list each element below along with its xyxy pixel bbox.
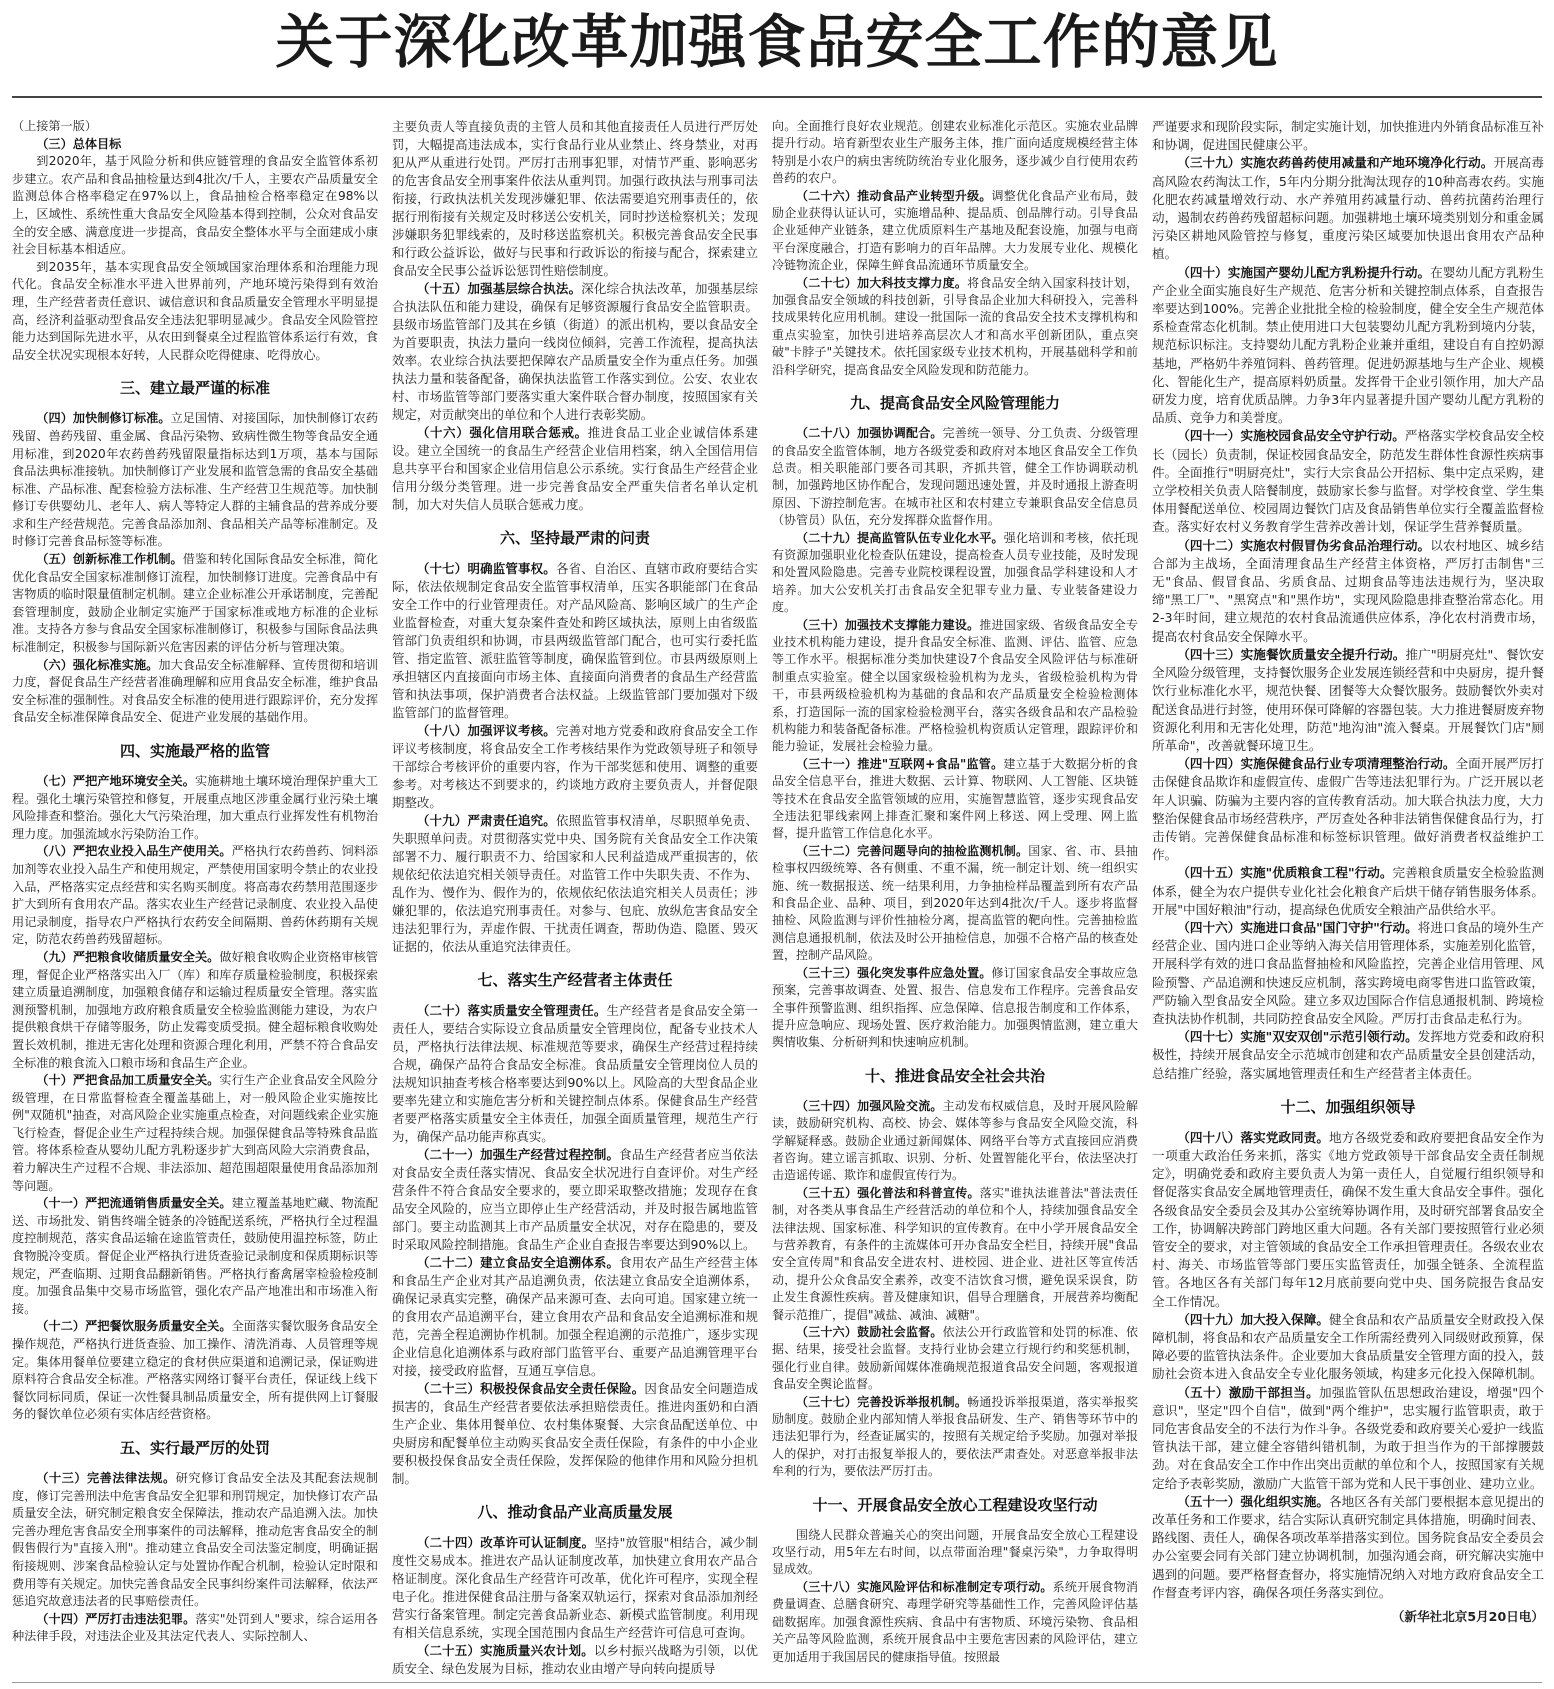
subsection-paragraph — [392, 1146, 758, 1254]
subsection-title: （十六）强化信用联合惩戒。 — [416, 425, 588, 440]
paragraph-text: 各省、自治区、直辖市政府要结合实际，依法依规制定食品安全监管事权清单，压实各职能部门在食品安全工作中的行业管理责任。对产品风险高、影响区域广的生产企业监督检查，对重大复杂案件查处和跨区域执法，原则上由省级监管部门负责组织和协调，市县两级监管部门配合，也可实行委托监管、指定监管、派驻监管等制度，确保监管到位。市县两级原则上承担辖区内直接面向市场主体、直接面向消费者的食品生产经营监管和执法事项，保护消费者合法权益。上级监管部门要加强对下级监管部门的监督管理。 — [392, 561, 758, 720]
subsection-paragraph — [392, 1642, 758, 1678]
paragraph-text: 食品生产经营者应当依法对食品安全责任落实情况、食品安全状况进行自查评价。对生产经营条件不符合食品安全要求的，要立即采取整改措施；发现存在食品安全风险的，应当立即停止生产经营活动，并及时报告属地监管部门。要主动监测其上市产品质量安全状况，对存在隐患的，要及时采取风险控制措施。食品生产企业自查报告率要达到90%以上。 — [392, 1147, 758, 1252]
subsection-title: （七）严把产地环境安全关。 — [36, 774, 195, 788]
subsection-title: （三十三）强化突发事件应急处置。 — [796, 965, 992, 980]
subsection-paragraph — [1152, 1311, 1544, 1384]
subsection-title: （十二）严把餐饮服务质量安全关。 — [36, 1319, 232, 1334]
section-heading: 十二、加强组织领导 — [1280, 1097, 1416, 1116]
subsection-title: （三十二）完善问题导向的抽检监测机制。 — [796, 843, 1029, 858]
continued-paragraph — [392, 118, 758, 280]
subsection-title: （二十七）加大科技支撑力度。 — [796, 275, 968, 290]
subsection-title: （三十四）加强风险交流。 — [796, 1098, 943, 1113]
subsection-paragraph — [1152, 755, 1544, 864]
subsection-title: （四）加快制修订标准。 — [36, 411, 171, 426]
subsection-title: （五十）激励干部担当。 — [1177, 1384, 1320, 1400]
paragraph-text: 发挥地方党委和政府积极性，持续开展食品安全示范城市创建和农产品质量安全县创建活动，总结推广经验，落实属地管理责任和生产经营者主体责任。 — [1152, 1029, 1544, 1081]
subsection-title: （四十三）实施餐饮质量安全提升行动。 — [1177, 646, 1406, 662]
paragraph-text: 主要负责人等直接负责的主管人员和其他直接责任人员进行严厉处罚，大幅提高违法成本，实行食品行业从业禁止、终身禁业，对再犯从严从重进行处罚。严厉打击刑事犯罪，对情节严重、影响恶劣的危害食品安全刑事案件依法从重判罚。加强行政执法与刑事司法衔接，行政执法机关发现涉嫌犯罪、依法需要追究刑事责任的，依据行刑衔接有关规定及时移送公安机关，同时抄送检察机关；发现涉嫌职务犯罪线索的，及时移送监察机关。积极完善食品安全民事和行政公益诉讼，做好与民事和行政诉讼的衔接与配合，探索建立食品安全民事公益诉讼惩罚性赔偿制度。 — [392, 119, 758, 278]
subsection-paragraph — [392, 424, 758, 514]
paragraph-text: 完善统一领导、分工负责、分级管理的食品安全监管体制，地方各级党委和政府对本地区食品安全工作负总责。相关职能部门要各司其职，齐抓共管，健全工作协调联动机制，加强跨地区协作配合，发现问题迅速处置，并及时通报上游查明原因、下游控制危害。在城市社区和农村建立专兼职食品安全信息员（协管员）队伍，充分发挥群众监督作用。 — [772, 426, 1138, 528]
subsection-paragraph — [12, 1072, 378, 1195]
paragraph-text: 将食品安全纳入国家科技计划，加强食品安全领域的科技创新，引导食品企业加大科研投入，完善科技成果转化应用机制。建设一批国际一流的食品安全技术支撑机构和重点实验室，加快引进培养高层次人才和高水平创新团队，重点突破"卡脖子"关键技术。依托国家级专业技术机构，开展基础科学和前沿科学研究，提高食品安全风险发现和防范能力。 — [772, 275, 1138, 377]
paragraph-text: 加大食品安全标准解释、宣传贯彻和培训力度，督促食品生产经营者准确理解和应用食品安全标准，维护食品安全标准的强制性。对食品安全标准的使用进行跟踪评价，充分发挥食品安全标准保障食品安全、促进产业发展的基础作用。 — [12, 657, 378, 725]
paragraph-text: 实施耕地土壤环境治理保护重大工程。强化土壤污染管控和修复，开展重点地区涉重金属行业污染土壤风险排查和整治。强化大气污染治理，加大重点行业挥发性有机物治理力度。加强流域水污染防治工作。 — [12, 774, 378, 841]
subsection-title: （十一）严把流通销售质量安全关。 — [36, 1196, 232, 1211]
subsection-paragraph — [392, 1380, 758, 1488]
paragraph-text: 畅通投诉举报渠道，落实举报奖励制度。鼓励企业内部知情人举报食品研发、生产、销售等环节中的违法犯罪行为，经查证属实的，按照有关规定给予奖励。加强对举报人的保护，对打击报复举报人的，要依法严肃查处。对恶意举报非法牟利的行为，要依法严厉打击。 — [772, 1394, 1138, 1479]
headline-divider — [12, 96, 1542, 98]
section-heading: 七、落实生产经营者主体责任 — [477, 971, 673, 989]
subsection-title: （二十九）提高监管队伍专业化水平。 — [796, 530, 1004, 545]
subsection-paragraph — [12, 843, 378, 949]
paragraph-text: 借鉴和转化国际食品安全标准，简化优化食品安全国家标准制修订流程，加快制修订进度。完善食品中有害物质的临时限量值制定机制。建立企业标准公开承诺制度，完善配套管理制度，鼓励企业制定实施严于国家标准或地方标准的企业标准。支持各方参与食品安全国家标准制修订，积极参与国际食品法典标准制定，积极参与国际新兴危害因素的评估分析与管理决策。 — [12, 552, 378, 655]
paragraph-text: 推进食品工业企业诚信体系建设。建立全国统一的食品生产经营企业信用档案，纳入全国信用信息共享平台和国家企业信用信息公示系统。实行食品生产经营企业信用分级分类管理。进一步完善食品安全严重失信者名单认定机制，加大对失信人员联合惩戒力度。 — [392, 425, 758, 512]
continued-paragraph — [772, 118, 1138, 188]
subsection-paragraph — [12, 949, 378, 1072]
subsection-paragraph — [772, 1185, 1138, 1324]
paragraph-text: 在婴幼儿配方乳粉生产企业全面实施良好生产规范、危害分析和关键控制点体系，自查报告率要达到100%。完善企业批批全检的检验制度，健全安全生产规范体系检查常态化机制。禁止使用进口大包装婴幼儿配方乳粉到境内分装，规范标识标注。支持婴幼儿配方乳粉企业兼并重组，建设自有自控奶源基地，严格奶牛养殖饲料、兽药管理。促进奶源基地与生产企业、规模化、智能化生产，提高原料奶质量。发挥骨干企业引领作用，加大产品研发力度，培育优质品牌。力争3年内显著提升国产婴幼儿配方乳粉的品质、竞争力和美誉度。 — [1152, 264, 1544, 426]
subsection-title: （四十九）加大投入保障。 — [1177, 1311, 1329, 1327]
subsection-title: （三）总体目标 — [36, 136, 122, 151]
subsection-paragraph — [12, 410, 378, 551]
subsection-paragraph — [772, 425, 1138, 529]
paragraph-text: 国家、省、市、县抽检事权四级统筹、各有侧重、不重不漏，统一制定计划、统一组织实施、统一数据报送、统一结果利用，力争抽检样品覆盖到所有农产品和食品企业、品种、项目，到2020年达到4批次/千人。逐步将监督抽检、风险监测与评价性抽检分离，提高监管的靶向性。完善抽检监测信息通报机制，依法及时公开抽检信息，加强不合格产品的核查处置，控制产品风险。 — [772, 843, 1138, 963]
paragraph-text: 研究修订食品安全法及其配套法规制度，修订完善刑法中危害食品安全犯罪和刑罚规定，加快修订农产品质量安全法，研究制定粮食安全保障法，推动农产品追溯入法。加快完善办理危害食品安全刑事案件的司法解释，推动危害食品安全的制假售假行为"直接入刑"。推动建立食品安全司法鉴定制度，明确证据衔接规则、涉案食品检验认定与处置协作配合机制，检验认定时限和费用等有关规定。加快完善食品安全民事纠纷案件司法解释，依法严惩追究故意违法者的民事赔偿责任。 — [12, 1470, 378, 1609]
paragraph-text: 全面落实餐饮服务食品安全操作规范，严格执行进货查验、加工操作、清洗消毒、人员管理等规定。集体用餐单位要建立稳定的食材供应渠道和追溯记录，保证购进原料符合食品安全标准。严格落实网络订餐平台责任，保证线上线下餐饮同标同质，保证一次性餐具制品质量安全，所有提供网上订餐服务的餐饮单位必须有实体店经营资格。 — [12, 1319, 378, 1422]
subsection-paragraph — [12, 1470, 378, 1611]
subsection-paragraph — [392, 722, 758, 812]
subsection-paragraph — [12, 1318, 378, 1424]
paragraph-text: 建立覆盖基地贮藏、物流配送、市场批发、销售终端全链条的冷链配送系统，严格执行全过程温度控制规范，落实食品运输在途监管责任，鼓励使用温控标签，防止食物脱冷变质。督促企业严格执行进货查验记录制度和保质期标识等规定，严查临期、过期食品翻新销售。严格执行畜禽屠宰检验检疫制度。加强食品集中交易市场监管，强化农产品产地准出和市场准入衔接。 — [12, 1196, 378, 1316]
continued-paragraph — [1152, 118, 1544, 154]
body-paragraph: 到2020年，基于风险分析和供应链管理的食品安全监管体系初步建立。农产品和食品抽检量达到4批次/千人，主要农产品质量安全监测总体合格率稳定在97%以上，食品抽检合格率稳定在98%以上，区域性、系统性重大食品安全风险基本得到控制，公众对食品安全的安全感、满意度进一步提高，食品安全整体水平与全面建成小康社会目标基本相适应。 — [12, 154, 378, 257]
section-heading: 三、建立最严谨的标准 — [119, 379, 270, 398]
subsection-paragraph — [772, 1098, 1138, 1185]
paragraph-text: 健全食品和农产品质量安全财政投入保障机制，将食品和农产品质量安全工作所需经费列入同级财政预算，保障必要的监管执法条件。企业要加大食品质量安全管理方面的投入，鼓励社会资本进入食品安全专业化服务领域，构建多元化投入保障机制。 — [1152, 1311, 1544, 1382]
paragraph-text: 依照监管事权清单，尽职照单免责、失职照单问责。对贯彻落实党中央、国务院有关食品安全工作决策部署不力、履行职责不力、给国家和人民利益造成严重损害的，依规依纪依法追究相关领导责任。对监管工作中失职失责、不作为、乱作为、慢作为、假作为的，依规依纪依法追究相关人员责任；涉嫌犯罪的，依法追究刑事责任。对参与、包庇、放纵危害食品安全违法犯罪行为，弄虚作假、干扰责任调查，帮助伪造、隐匿、毁灭证据的，依法从重追究法律责任。 — [392, 813, 758, 954]
section-heading: 十、推进食品安全社会共治 — [864, 1066, 1045, 1085]
paragraph-text: 建立基于大数据分析的食品安全信息平台，推进大数据、云计算、物联网、人工智能、区块链等技术在食品安全监管领域的应用，实施智慧监管，逐步实现食品安全违法犯罪线索网上排查汇聚和案件网上移送、网上受理、网上监督，提升监管工作信息化水平。 — [772, 756, 1138, 841]
subsection-paragraph — [392, 560, 758, 722]
section-heading: 八、推动食品产业高质量发展 — [477, 1503, 673, 1521]
text-column-4 — [1152, 118, 1544, 1678]
subsection-title: （十九）严肃责任追究。 — [416, 813, 556, 828]
subsection-paragraph — [12, 773, 378, 843]
subsection-paragraph — [772, 617, 1138, 756]
paragraph-text: 各地区各有关部门要根据本意见提出的改革任务和工作要求，结合实际认真研究制定具体措施，明确时间表、路线图、责任人，确保各项改革举措落实到位。国务院食品安全委员会办公室要会同有关部门建立协调机制，加强沟通会商，研究解决实施中遇到的问题。要严格督查督办，将实施情况纳入对地方政府食品安全工作督查考评内容，确保各项任务落实到位。 — [1152, 1493, 1544, 1600]
text-column-2 — [392, 118, 758, 1678]
subsection-title: （三十八）实施风险评估和标准制定专项行动。 — [796, 1579, 1053, 1594]
subsection-paragraph — [772, 1579, 1138, 1666]
subsection-title: （三十七）完善投诉举报机制。 — [796, 1394, 968, 1409]
paragraph-text: 实行生产企业食品安全风险分级管理，在日常监督检查全覆盖基础上，对一般风险企业实施按比例"双随机"抽查，对高风险企业实施重点检查，对问题线索企业实施飞行检查，督促企业生产过程持续合规。加强保健食品等特殊食品监管。将体系检查从婴幼儿配方乳粉逐步扩大到高风险大宗消费食品，着力解决生产过程不合规、非法添加、超范围超限量使用食品添加剂等问题。 — [12, 1073, 378, 1193]
subsection-title: （二十四）改革许可认证制度。 — [416, 1535, 595, 1550]
subsection-paragraph — [1152, 154, 1544, 263]
text-column-3 — [772, 118, 1138, 1678]
paragraph-text: 严谨要求和现阶段实际，制定实施计划，加快推进内外销食品标准互补和协调，促进国民健康公平。 — [1152, 119, 1544, 153]
subsection-paragraph — [12, 1611, 378, 1646]
body-paragraph: 到2035年，基本实现食品安全领域国家治理体系和治理能力现代化。食品安全标准水平进入世界前列，产地环境污染得到有效治理，生产经营者责任意识、诚信意识和食品质量安全管理水平明显提高，经济利益驱动型食品安全违法犯罪明显减少。食品安全风险管控能力达到国际先进水平，从农田到餐桌全过程监管体系运行有效，食品安全状况实现根本好转，人民群众吃得健康、吃得放心。 — [12, 259, 378, 362]
paragraph-text: 将进口食品的境外生产经营企业、国内进口企业等纳入海关信用管理体系，实施差别化监管，开展科学有效的进口食品监督抽检和风险监控，完善企业信用管理、风险预警、产品追溯和快速反应机制，落实跨境电商零售进口监管政策，严防输入型食品安全风险。建立多双边国际合作信息通报机制、跨境检查执法协作机制，共同防控食品安全风险。严厉打击食品走私行为。 — [1152, 919, 1544, 1026]
paragraph-text: 严格落实学校食品安全校长（园长）负责制，保证校园食品安全，防范发生群体性食源性疾病事件。全面推行"明厨亮灶"，实行大宗食品公开招标、集中定点采购，建立学校相关负责人陪餐制度，鼓励家长参与监督。对学校食堂、学生集体用餐配送单位、校园周边餐饮门店及食品销售单位实行全覆盖监督检查。落实好农村义务教育学生营养改善计划，保证学生营养餐质量。 — [1152, 428, 1544, 535]
subsection-title: （二十三）积极投保食品安全责任保险。 — [416, 1381, 645, 1396]
subsection-title: （二十六）推动食品产业转型升级。 — [796, 188, 992, 203]
section-heading: 四、实施最严格的监管 — [119, 742, 270, 760]
subsection-paragraph — [772, 275, 1138, 379]
paragraph-text: 全面开展严厉打击保健食品欺诈和虚假宣传、虚假广告等违法犯罪行为。广泛开展以老年人识骗、防骗为主要内容的宣传教育活动。加大联合执法力度，大力整治保健食品市场经营秩序，严厉查处各种非法销售保健食品行为，打击传销。完善保健食品标准和标签标识管理。做好消费者权益维护工作。 — [1152, 756, 1544, 863]
subsection-title: （十四）严厉打击违法犯罪。 — [36, 1611, 196, 1626]
paragraph-text: 完善粮食质量安全检验监测体系，健全为农户提供专业化社会化粮食产后烘干储存销售服务体系。开展"中国好粮油"行动，提高绿色优质安全粮油产品供给水平。 — [1152, 865, 1544, 917]
subsection-paragraph — [392, 1002, 758, 1146]
subsection-title: （二十八）加强协调配合。 — [796, 426, 943, 441]
paragraph-text: 依法公开行政监管和处罚的标准、依据、结果，接受社会监督。支持行业协会建立行规行约和奖惩机制，强化行业自律。鼓励新闻媒体准确规范报道食品安全问题，客观报道食品安全舆论监督。 — [772, 1325, 1138, 1392]
paragraph-text: 做好粮食收购企业资格审核管理，督促企业严格落实出入厂（库）和库存质量检验制度，积极探索建立质量追溯制度，加强粮食储存和运输过程质量安全管理。落实监测预警机制，加强地方政府粮食质量安全检验监测能力建设，为农户提供粮食烘干存储等服务，防止发霉变质受损。健全超标粮食收购处置长效机制，推进无害化处理和资源合理化利用，严禁不符合食品安全标准的粮食流入口粮市场和食品生产企业。 — [12, 949, 378, 1070]
paragraph-text: 调整优化食品产业布局，鼓励企业获得认证认可，实施增品种、提品质、创品牌行动。引导食品企业延伸产业链条，建立优质原料生产基地及配套设施，加强与电商平台深度融合，打造有影响力的百年品牌。大力发展专业化、规模化冷链物流企业，保障生鲜食品流通环节质量安全。 — [772, 188, 1138, 273]
paragraph-text: 系统开展食物消费量调查、总膳食研究、毒理学研究等基础性工作，完善风险评估基础数据库。加强食源性疾病、食品中有害物质、环境污染物、食品相关产品等风险监测，系统开展食品中主要危害因素的风险评估，建立更加适用于我国居民的健康指导值。按照最 — [772, 1579, 1138, 1664]
subsection-paragraph — [772, 756, 1138, 843]
subsection-title: （五十一）强化组织实施。 — [1177, 1493, 1329, 1509]
section-heading: 六、坚持最严肃的问责 — [499, 529, 650, 547]
subsection-paragraph — [772, 1324, 1138, 1394]
subsection-title: （十三）完善法律法规。 — [36, 1470, 176, 1485]
subsection-title: （二十五）实施质量兴农计划。 — [416, 1643, 594, 1658]
subsection-paragraph — [392, 812, 758, 956]
paragraph-text: 食用农产品生产经营主体和食品生产企业对其产品追溯负责，依法建立食品安全追溯体系，确保记录真实完整，确保产品来源可查、去向可追。国家建立统一的食用农产品追溯平台，建立食用农产品和食品安全追溯标准和规范，完善全程追溯协作机制。加强全程追溯的示范推广，逐步实现企业信息化追溯体系与政府部门监管平台、重要产品追溯管理平台对接，接受政府监督，互通互享信息。 — [392, 1255, 758, 1378]
subsection-title: （十八）加强评议考核。 — [416, 723, 556, 738]
subsection-paragraph — [12, 657, 378, 727]
subsection-title: （二十）落实质量安全管理责任。 — [416, 1003, 607, 1018]
subsection-title: （三十五）强化普法和科普宣传。 — [796, 1185, 980, 1200]
paragraph-text: 推进国家级、省级食品安全专业技术机构能力建设，提升食品安全标准、监测、评估、监管、应急等工作水平。根据标准分类加快建设7个食品安全风险评估与标准研制重点实验室。健全以国家级检验机构为龙头，省级检验机构为骨干，市县两级检验机构为基础的食品和农产品质量安全检验检测体系，打造国际一流的国家检验检测平台，落实各级食品和农产品检验机构能力和装备配备标准。严格检验机构资质认定管理，跟踪评价和能力验证，发展社会检验力量。 — [772, 617, 1138, 754]
subsection-title: （二十一）加强生产经营过程控制。 — [416, 1147, 620, 1162]
paragraph-text: 向。全面推行良好农业规范。创建农业标准化示范区。实施农业品牌提升行动。培育新型农业生产服务主体，推广面向适度规模经营主体特别是小农户的病虫害统防统治专业化服务，逐步减少自行使用农药兽药的农户。 — [772, 119, 1138, 186]
paragraph-text: 加强监管队伍思想政治建设，增强"四个意识"，坚定"四个自信"，做到"两个维护"，忠实履行监管职责，敢于同危害食品安全的不法行为作斗争。各级党委和政府要关心爱护一线监管执法干部，建立健全容错纠错机制，为敢于担当作为的干部撑腰鼓劲。对在食品安全工作中作出突出贡献的单位和个人，按照国家有关规定给予表彰奖励，激励广大监管干部为党和人民干事创业、建功立业。 — [1152, 1384, 1544, 1491]
text-column-1 — [12, 118, 378, 1678]
subsection-title: （四十四）实施保健食品行业专项清理整治行动。 — [1177, 756, 1456, 772]
subsection-paragraph — [1152, 264, 1544, 428]
subsection-title: （四十八）落实党政同责。 — [1177, 1129, 1329, 1145]
subsection-title: （九）严把粮食收储质量安全关。 — [36, 949, 220, 964]
paragraph-text: 生产经营者是食品安全第一责任人，要结合实际设立食品质量安全管理岗位，配备专业技术人员，严格执行法律法规、标准规范等要求，确保生产经营过程持续合规，确保产品符合食品安全标准。食品质量安全管理岗位人员的法规知识抽查考核合格率要达到90%以上。风险高的大型食品企业要率先建立和实施危害分析和关键控制点体系。保健食品生产经营者要严格落实质量安全主体责任，加强全面质量管理，规范生产行为，确保产品功能声称真实。 — [392, 1003, 758, 1144]
subsection-title: （四十七）实施"双安双创"示范引领行动。 — [1177, 1029, 1418, 1045]
subsection-title: （三十九）实施农药兽药使用减量和产地环境净化行动。 — [1177, 155, 1494, 171]
subsection-paragraph — [1152, 427, 1544, 536]
dateline-credit: （新华社北京5月20日电） — [1391, 1609, 1544, 1625]
subsection-paragraph — [1152, 1028, 1544, 1083]
paragraph-text: 完善对地方党委和政府食品安全工作评议考核制度，将食品安全工作考核结果作为党政领导班子和领导干部综合考核评价的重要内容，作为干部奖惩和使用、调整的重要参考。对考核达不到要求的，约谈地方政府主要负责人，并督促限期整改。 — [392, 723, 758, 810]
subsection-paragraph — [1152, 1384, 1544, 1493]
subsection-title: （三十六）鼓励社会监督。 — [796, 1325, 943, 1339]
subsection-paragraph — [1152, 919, 1544, 1028]
subsection-paragraph — [1152, 1129, 1544, 1311]
headline: 关于深化改革加强食品安全工作的意见 — [275, 8, 1279, 76]
subsection-title: （三十）加强技术支撑能力建设。 — [796, 617, 980, 632]
paragraph-text: 修订国家食品安全事故应急预案，完善事故调查、处置、报告、信息发布工作程序。完善食品安全事件预警监测、组织指挥、应急保障、信息报告制度和工作体系，提升应急响应、现场处置、医疗救治能力。加强舆情监测，建立重大舆情收集、分析研判和快速响应机制。 — [772, 965, 1138, 1050]
paragraph-text: 坚持"放管服"相结合，减少制度性交易成本。推进农产品认证制度改革，加快建立食用农产品合格证制度。深化食品生产经营许可改革，优化许可程序，实现全程电子化。推进保健食品注册与备案双轨运行，探索对食品添加剂经营实行备案管理。制定完善食品新业态、新模式监管制度。利用现有相关信息系统，实现全国范围内食品生产经营许可信息可查询。 — [392, 1535, 758, 1640]
subsection-title: （四十）实施国产婴幼儿配方乳粉提升行动。 — [1177, 264, 1431, 280]
subsection-paragraph — [1152, 646, 1544, 755]
paragraph-text: 因食品安全问题造成损害的，食品生产经营者要依法承担赔偿责任。推进肉蛋奶和白酒生产企业、集体用餐单位、农村集体聚餐、大宗食品配送单位、中央厨房和配餐单位主动购买食品安全责任保险，有条件的中小企业要积极投保食品安全责任保险，发挥保险的他律作用和风险分担机制。 — [392, 1381, 758, 1486]
paragraph-text: 深化综合执法改革，加强基层综合执法队伍和能力建设，确保有足够资源履行食品安全监管职责。县级市场监管部门及其在乡镇（街道）的派出机构，要以食品安全为首要职责，执法力量向一线岗位倾斜，完善工作流程，提高执法效率。农业综合执法要把保障农产品质量安全作为重点任务。加强执法力量和装备配备，确保执法监管工作落实到位。公安、农业农村、市场监管等部门要落实重大案件联合督办制度，按照国家有关规定，对贡献突出的单位和个人进行表彰奖励。 — [392, 281, 758, 422]
paragraph-text: 立足国情、对接国际，加快制修订农药残留、兽药残留、重金属、食品污染物、致病性微生物等食品安全通用标准，到2020年农药兽药残留限量指标达到1万项，基本与国际食品法典标准接轨。加快制修订产业发展和监管急需的食品安全基础标准、产品标准、配套检验方法标准、生产经营卫生规范等。加快制修订专供婴幼儿、老年人、病人等特定人群的主辅食品的营养成分要求和生产经营规范。完善食品添加剂、食品相关产品等标准制定。及时修订完善食品标签等标准。 — [12, 411, 378, 549]
subsection-paragraph — [772, 843, 1138, 965]
subsection-title: （四十六）实施进口食品"国门守护"行动。 — [1177, 919, 1418, 935]
subsection-paragraph — [772, 188, 1138, 275]
paragraph-text: 开展高毒高风险农药淘汰工作，5年内分期分批淘汰现存的10种高毒农药。实施化肥农药减量增效行动、水产养殖用药减量行动、兽药抗菌药治理行动，遏制农药兽药残留超标问题。加强耕地土壤环境类别划分和重金属污染区耕地风险管控与修复，重度污染区域要加快退出食用农产品种植。 — [1152, 155, 1544, 262]
subsection-title: （四十二）实施农村假冒伪劣食品治理行动。 — [1177, 537, 1431, 553]
subsection-paragraph — [1152, 1493, 1544, 1602]
subsection-title: （六）强化标准实施。 — [36, 657, 159, 672]
subsection-paragraph — [1152, 537, 1544, 646]
subsection-title: （十五）加强基层综合执法。 — [416, 281, 582, 296]
subsection-paragraph — [1152, 864, 1544, 919]
subsection-title: （十）严把食品加工质量安全关。 — [36, 1073, 220, 1088]
subsection-paragraph — [12, 1195, 378, 1318]
continued-from-note: （上接第一版） — [12, 119, 97, 133]
section-heading: 五、实行最严厉的处罚 — [119, 1438, 270, 1457]
subsection-paragraph — [12, 136, 378, 154]
subsection-paragraph — [12, 551, 378, 657]
section-heading: 十一、开展食品安全放心工程建设攻坚行动 — [812, 1495, 1098, 1514]
paragraph-text: 落实"谁执法谁普法"普法责任制，对各类从事食品生产经营活动的单位和个人，持续加强食品安全法律法规、国家标准、科学知识的宣传教育。在中小学开展食品安全与营养教育，有条件的主流媒体可开办食品安全栏目，持续开展"食品安全宣传周"和食品安全进农村、进校园、进企业、进社区等宣传活动，提升公众食品安全素养，改变不洁饮食习惯，避免误采误食，防止发生食源性疾病。普及健康知识，倡导合理膳食，开展营养均衡配餐示范推广，提倡"减盐、减油、减糖"。 — [772, 1185, 1138, 1322]
paragraph-text: 以农村地区、城乡结合部为主战场，全面清理食品生产经营主体资格，严厉打击制售"三无"食品、假冒食品、劣质食品、过期食品等违法违规行为，坚决取缔"黑工厂"、"黑窝点"和"黑作坊"，实现风险隐患排查整治常态化。用2-3年时间，建立规范的农村食品流通供应体系，净化农村消费市场，提高农村食品安全保障水平。 — [1152, 537, 1544, 644]
section-heading: 九、提高食品安全风险管理能力 — [849, 394, 1060, 413]
bottom-rule — [12, 1682, 1542, 1683]
subsection-title: （五）创新标准工作机制。 — [36, 552, 183, 567]
subsection-paragraph — [772, 1394, 1138, 1481]
subsection-title: （四十五）实施"优质粮食工程"行动。 — [1177, 865, 1393, 881]
subsection-paragraph — [772, 530, 1138, 617]
subsection-title: （三十一）推进"互联网+食品"监管。 — [796, 756, 1004, 771]
paragraph-text: 严格执行农药兽药、饲料添加剂等农业投入品生产和使用规定，严禁使用国家明令禁止的农业投入品，严格落实定点经营和实名购买制度。将高毒农药禁用范围逐步扩大到所有食用农产品。落实农业生产经营记录制度、农业投入品使用记录制度，指导农户严格执行农药安全间隔期、兽药休药期有关规定，防范农药兽药残留超标。 — [12, 844, 378, 947]
paragraph-text: 以乡村振兴战略为引领，以优质安全、绿色发展为目标，推动农业由增产导向转向提质导 — [392, 1643, 758, 1676]
paragraph-text: 主动发布权威信息，及时开展风险解读，鼓励研究机构、高校、协会、媒体等参与食品安全风险交流，科学解疑释惑。鼓励企业通过新闻媒体、网络平台等方式直接回应消费者咨询。建立谣言抓取、识别、分析、处置智能化平台，依法坚决打击造谣传谣、欺诈和虚假宣传行为。 — [772, 1098, 1138, 1183]
subsection-title: （十七）明确监管事权。 — [416, 561, 556, 576]
paragraph-text: 落实"处罚到人"要求，综合运用各种法律手段，对违法企业及其法定代表人、实际控制人、 — [12, 1611, 378, 1644]
body-paragraph: 围绕人民群众普遍关心的突出问题，开展食品安全放心工程建设攻坚行动，用5年左右时间，以点带面治理"餐桌污染"，力争取得明显成效。 — [772, 1527, 1138, 1577]
subsection-paragraph — [772, 965, 1138, 1052]
subsection-title: （八）严把农业投入品生产使用关。 — [36, 844, 232, 859]
paragraph-text: 推广"明厨亮灶"、餐饮安全风险分级管理，支持餐饮服务企业发展连锁经营和中央厨房，提升餐饮行业标准化水平，规范快餐、团餐等大众餐饮服务。鼓励餐饮外卖对配送食品进行封签，使用环保可降解的容器包装。大力推进餐厨废弃物资源化利用和无害化处理，防范"地沟油"流入餐桌。开展餐饮门店"厕所革命"，改善就餐环境卫生。 — [1152, 646, 1544, 753]
paragraph-text: 强化培训和考核，依托现有资源加强职业化检查队伍建设，提高检查人员专业技能，及时发现和处置风险隐患。完善专业院校课程设置，加强食品学科建设和人才培养。加大公安机关打击食品安全犯罪专业力量、专业装备建设力度。 — [772, 530, 1138, 615]
paragraph-text: 地方各级党委和政府要把食品安全作为一项重大政治任务来抓，落实《地方党政领导干部食品安全责任制规定》，明确党委和政府主要负责人为第一责任人，自觉履行组织领导和督促落实食品安全属地管理责任，确保不发生重大食品安全事件。强化各级食品安全委员会及其办公室统筹协调作用，及时研究部署食品安全工作，协调解决跨部门跨地区重大问题。各有关部门要按照管行业必须管安全的要求，对主管领域的食品安全工作承担管理责任。各级农业农村、海关、市场监管等部门要压实监管责任，加强全链条、全流程监管。各地区各有关部门每年12月底前要向党中央、国务院报告食品安全工作情况。 — [1152, 1129, 1544, 1309]
subsection-title: （二十二）建立食品安全追溯体系。 — [416, 1255, 620, 1270]
subsection-paragraph — [392, 1534, 758, 1642]
subsection-paragraph — [392, 1254, 758, 1380]
subsection-title: （四十一）实施校园食品安全守护行动。 — [1177, 428, 1405, 444]
subsection-paragraph — [392, 280, 758, 424]
